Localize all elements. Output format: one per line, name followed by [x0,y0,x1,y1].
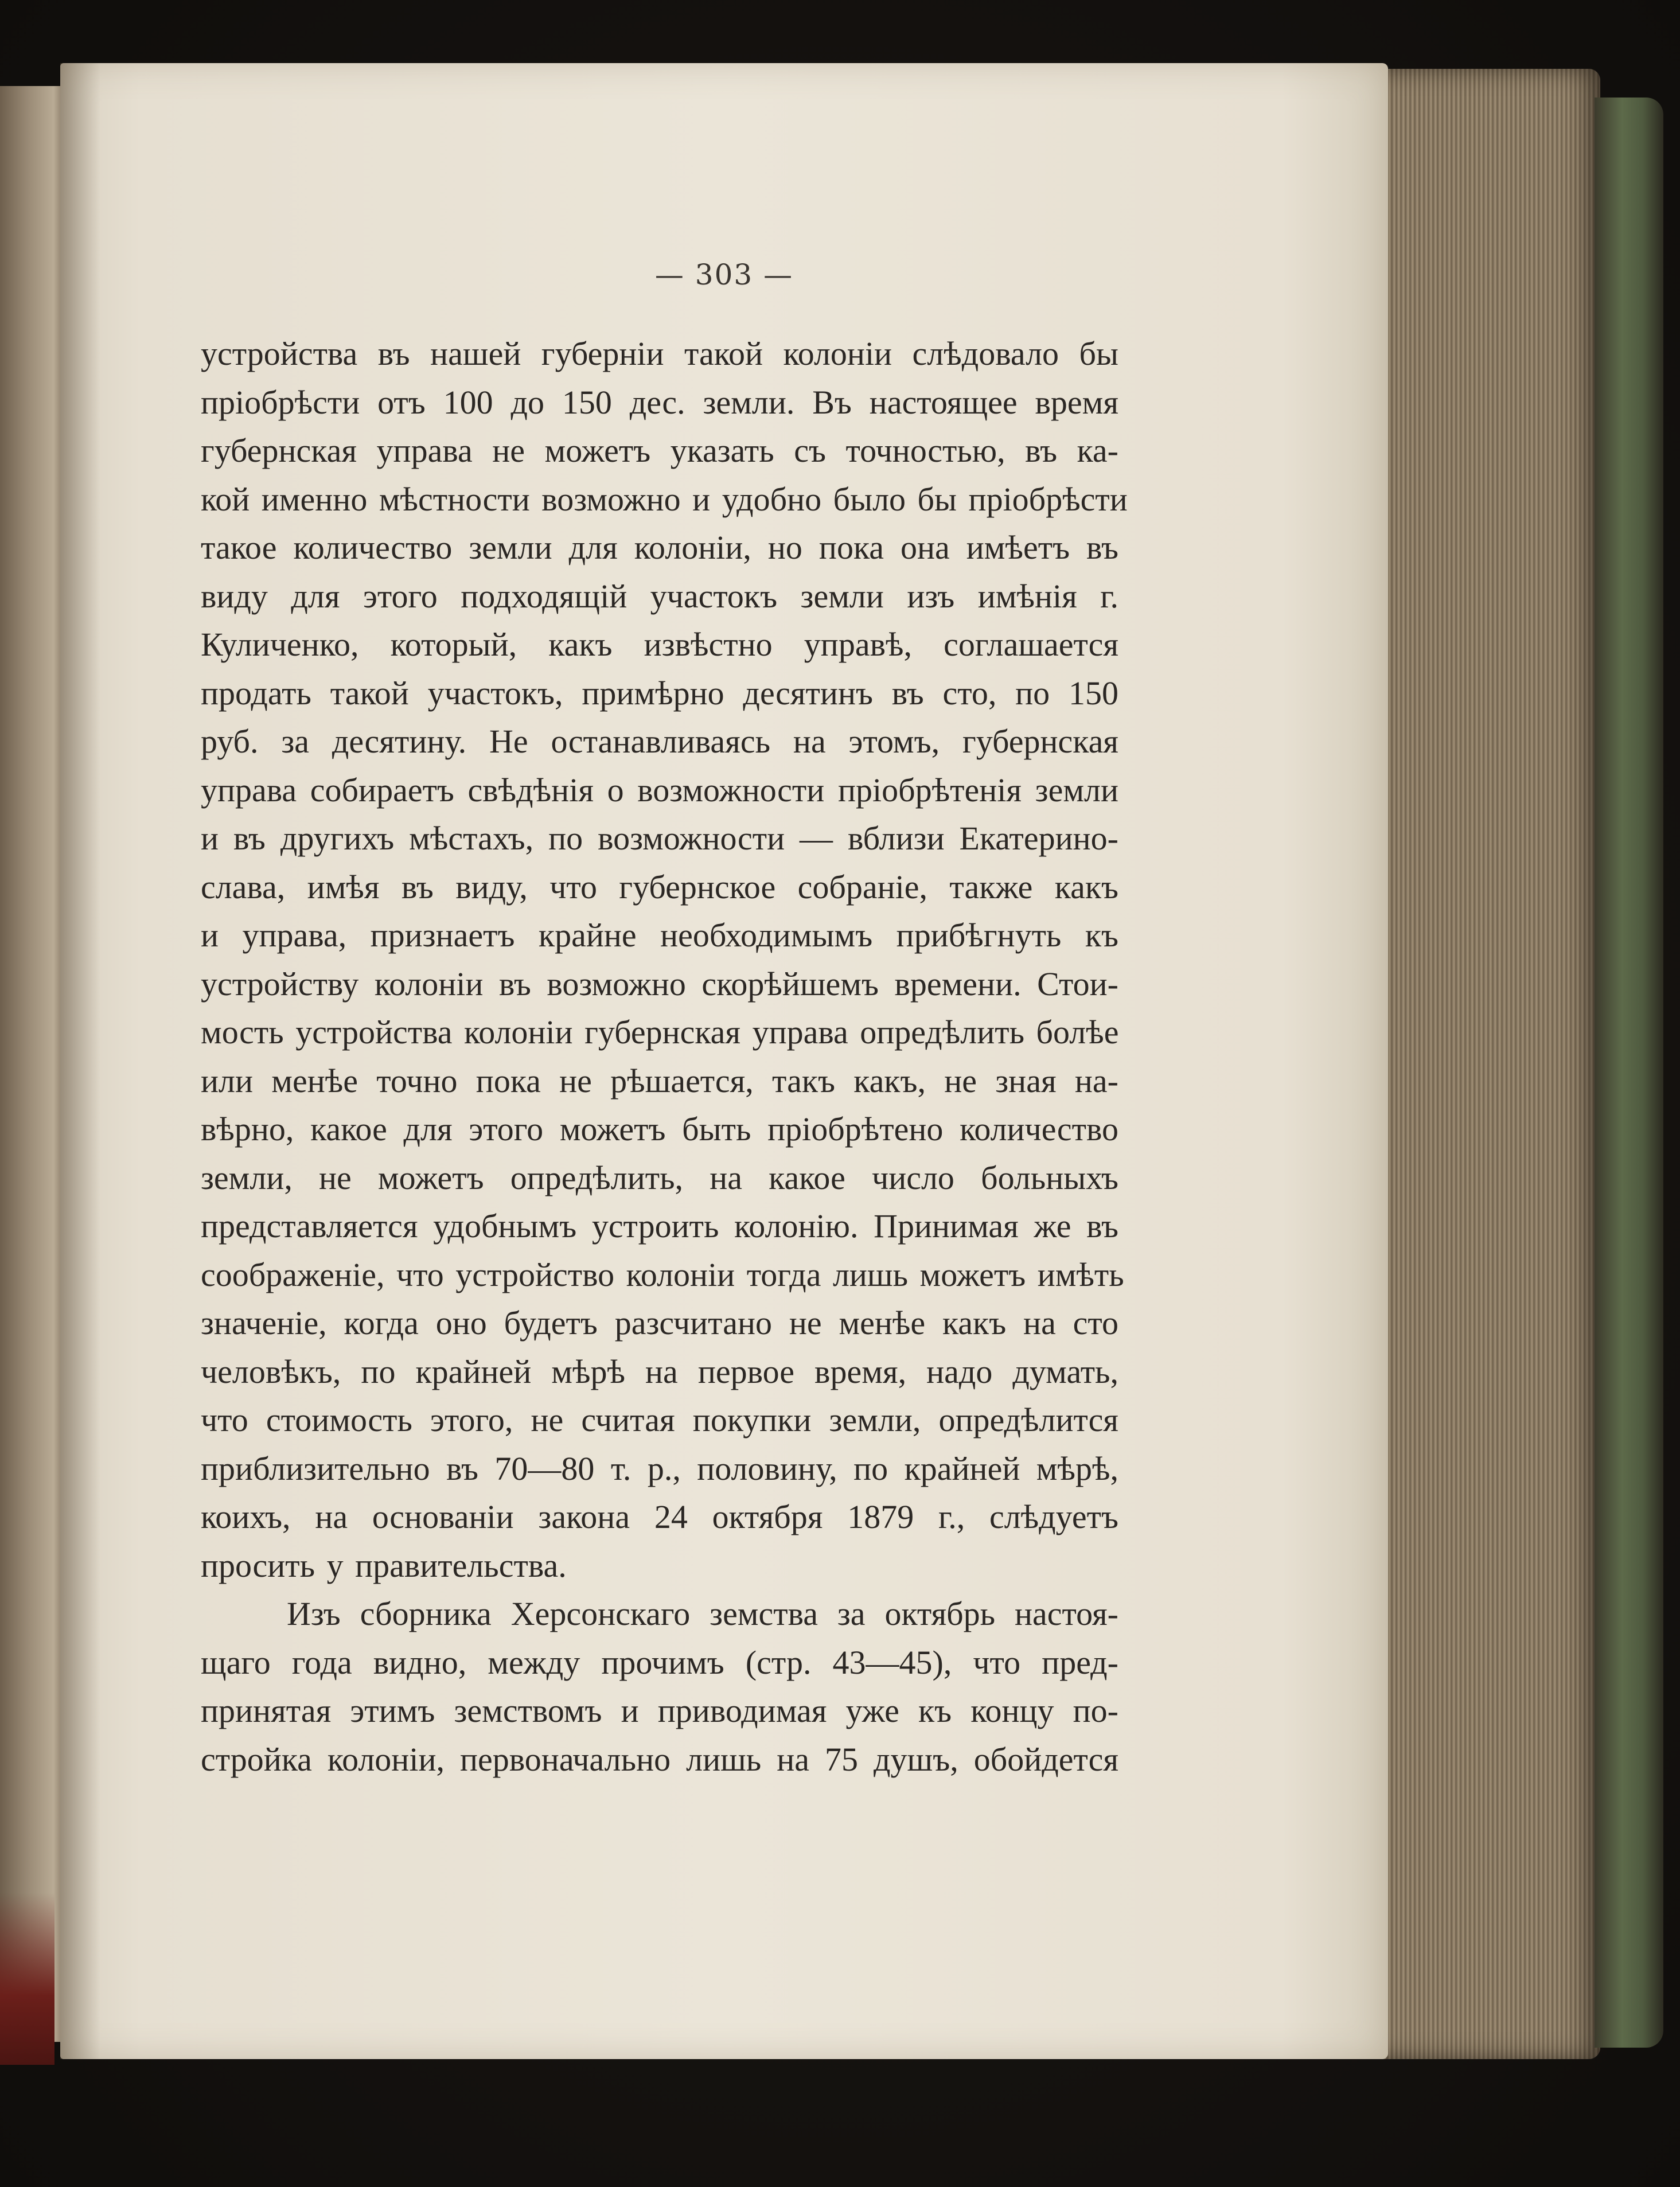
text-line: пріобрѣсти отъ 100 до 150 дес. земли. Въ настоящее время [201,383,1118,421]
text-line: управа собираетъ свѣдѣнія о возможности пріобрѣтенія земли [201,771,1118,809]
text-line: приблизительно въ 70—80 т. р., половину, по крайней мѣрѣ, [201,1449,1118,1487]
text-line: и управа, признаетъ крайне необходимымъ прибѣгнуть къ [201,917,1118,954]
text-line: Изъ сборника Херсонскаго земства за октябрь настоя- [287,1595,1118,1632]
text-line: устройства въ нашей губерніи такой колоніи слѣдовало бы [201,335,1118,372]
page-number: — 303 — [654,258,794,291]
text-line: виду для этого подходящій участокъ земли изъ имѣнія г. [201,577,1118,615]
text-line: губернская управа не можетъ указать съ точностью, въ ка- [201,432,1118,469]
text-line: коихъ, на основаніи закона 24 октября 1879 г., слѣдуетъ [201,1498,1118,1535]
text-line: вѣрно, какое для этого можетъ быть пріобрѣтено количество [201,1110,1118,1148]
text-line: такое количество земли для колоніи, но пока она имѣетъ въ [201,529,1118,566]
text-line: Куличенко, который, какъ извѣстно управѣ, соглашается [201,626,1118,663]
text-line: соображеніе, что устройство колоніи тогда лишь можетъ имѣть [201,1256,1124,1293]
body-text [201,330,1128,1784]
book-cover [1595,98,1663,2048]
text-line: продать такой участокъ, примѣрно десятинъ въ сто, по 150 [201,674,1118,712]
text-line: просить у правительства. [201,1546,567,1584]
page-block-edges [1382,69,1600,2059]
text-line: щаго года видно, между прочимъ (стр. 43—45), что пред- [201,1643,1118,1681]
text-line: значеніе, когда оно будетъ разсчитано не менѣе какъ на сто [201,1304,1118,1342]
text-line: или менѣе точно пока не рѣшается, такъ какъ, не зная на- [201,1062,1118,1100]
text-line: и въ другихъ мѣстахъ, по возможности — вблизи Екатерино- [201,820,1118,857]
text-line: человѣкъ, по крайней мѣрѣ на первое время, надо думать, [201,1352,1118,1390]
text-line: что стоимость этого, не считая покупки земли, опредѣлится [201,1401,1118,1438]
left-cover-edge [0,1893,54,2065]
text-line: стройка колоніи, первоначально лишь на 75 душъ, обойдется [201,1740,1118,1778]
text-line: представляется удобнымъ устроить колонію. Принимая же въ [201,1207,1118,1245]
text-line: слава, имѣя въ виду, что губернское собраніе, также какъ [201,868,1118,906]
text-line: устройству колоніи въ возможно скорѣйшемъ времени. Стои- [201,965,1118,1003]
left-page-edge [0,86,65,2042]
text-line: руб. за десятину. Не останавливаясь на этомъ, губернская [201,723,1118,760]
text-line: принятая этимъ земствомъ и приводимая уже къ концу по- [201,1692,1118,1729]
text-line: земли, не можетъ опредѣлить, на какое число больныхъ [201,1159,1118,1196]
text-line: мость устройства колоніи губернская управа опредѣлить болѣе [201,1013,1119,1051]
text-line: кой именно мѣстности возможно и удобно было бы пріобрѣсти [201,480,1128,518]
